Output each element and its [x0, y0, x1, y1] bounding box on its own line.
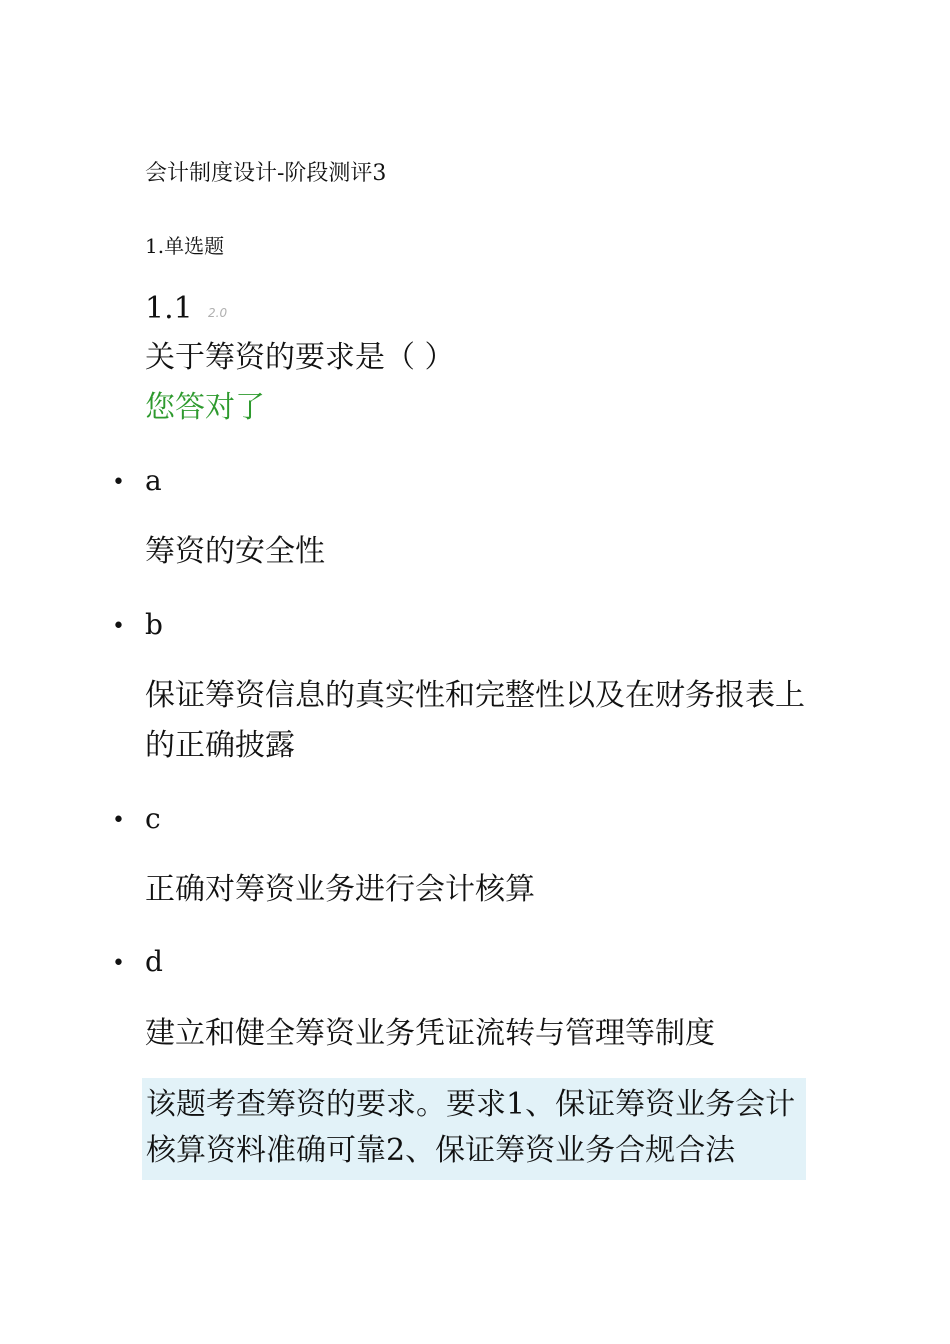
option-d-text[interactable]: 建立和健全筹资业务凭证流转与管理等制度	[145, 1016, 715, 1051]
option-c-text[interactable]: 正确对筹资业务进行会计核算	[145, 872, 535, 907]
question-score: 2.0	[208, 306, 228, 320]
answer-explanation: 该题考查筹资的要求。要求1、保证筹资业务会计核算资料准确可靠2、保证筹资业务合规合法	[142, 1078, 806, 1180]
answer-result: 您答对了	[145, 390, 265, 425]
option-a-text[interactable]: 筹资的安全性	[145, 534, 325, 569]
option-a-letter[interactable]: a	[145, 464, 162, 497]
question-number: 1.1	[145, 291, 193, 326]
option-b-bullet: •	[112, 614, 125, 639]
option-d-bullet: •	[112, 951, 125, 976]
document-title: 会计制度设计-阶段测评3	[145, 161, 387, 186]
question-text: 关于筹资的要求是（ ）	[145, 340, 455, 375]
option-b-text[interactable]: 保证筹资信息的真实性和完整性以及在财务报表上的正确披露	[145, 678, 805, 763]
option-a-bullet: •	[112, 470, 125, 495]
option-c-letter[interactable]: c	[145, 802, 161, 835]
option-c-bullet: •	[112, 808, 125, 833]
option-b-letter[interactable]: b	[145, 608, 163, 641]
option-d-letter[interactable]: d	[145, 945, 163, 978]
section-title: 1.单选题	[145, 234, 225, 258]
